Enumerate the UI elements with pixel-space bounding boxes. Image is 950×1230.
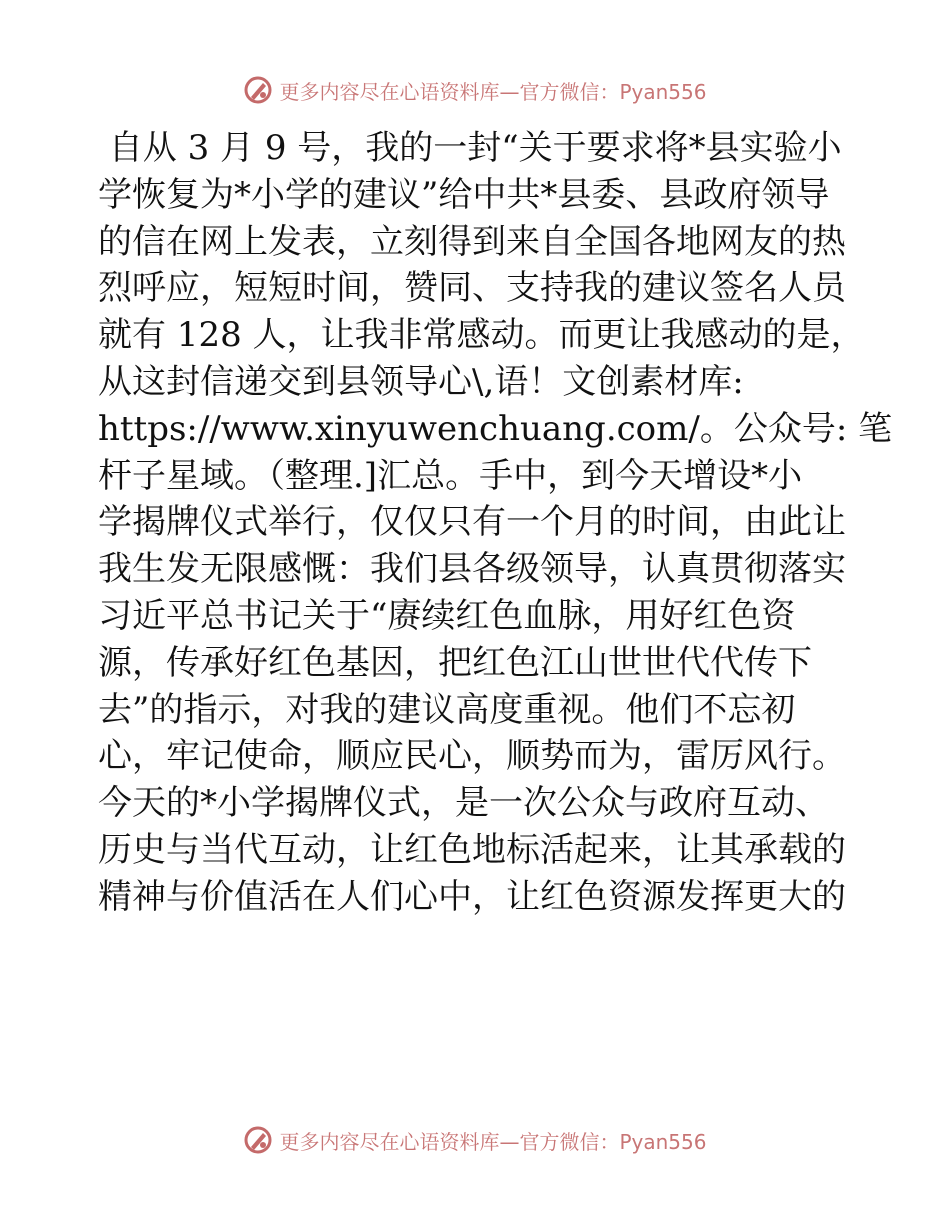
body-line: 学恢复为*小学的建议”给中共*县委、县政府领导 [98, 174, 830, 215]
body-line: 历史与当代互动，让红色地标活起来，让其承载的 [98, 829, 846, 870]
watermark-text: 更多内容尽在心语资料库— [279, 1129, 520, 1154]
body-line: 的信在网上发表，立刻得到来自全国各地网友的热 [98, 221, 846, 262]
body-line: 就有 128 人，让我非常感动。而更让我感动的是， [98, 315, 865, 356]
body-line: 精神与价值活在人们心中，让红色资源发挥更大的 [98, 876, 846, 917]
watermark-contact: 官方微信：Pyan556 [519, 79, 707, 104]
body-line: 我生发无限感慨：我们县各级领导，认真贯彻落实 [98, 549, 846, 590]
body-line: 自从 3 月 9 号，我的一封“关于要求将*县实验小 [98, 128, 842, 168]
document-body [98, 125, 893, 921]
body-line: 习近平总书记关于“赓续红色血脉，用好红色资 [98, 595, 796, 636]
body-line: https://www.xinyuwenchuang.com/。公众号: 笔 [98, 408, 893, 449]
body-line: 心，牢记使命，顺应民心，顺势而为，雷厉风行。 [98, 736, 846, 777]
header-watermark [0, 70, 950, 110]
pen-logo-icon [243, 1125, 273, 1155]
watermark-contact: 官方微信：Pyan556 [519, 1129, 707, 1154]
body-line: 源，传承好红色基因，把红色江山世世代代传下 [98, 642, 812, 683]
body-line: 杆子星域。（整理.]汇总。手中，到今天增设*小 [98, 455, 803, 496]
body-line: 烈呼应，短短时间，赞同、支持我的建议签名人员 [98, 268, 846, 309]
watermark-text: 更多内容尽在心语资料库— [279, 79, 520, 104]
body-line: 去”的指示，对我的建议高度重视。他们不忘初 [98, 689, 796, 730]
body-line: 今天的*小学揭牌仪式，是一次公众与政府互动、 [98, 783, 829, 824]
body-line: 学揭牌仪式举行，仅仅只有一个月的时间，由此让 [98, 502, 846, 543]
pen-logo-icon [243, 75, 273, 105]
body-line: 从这封信递交到县领导心\,语！文创素材库: [98, 361, 744, 402]
footer-watermark [0, 1120, 950, 1160]
